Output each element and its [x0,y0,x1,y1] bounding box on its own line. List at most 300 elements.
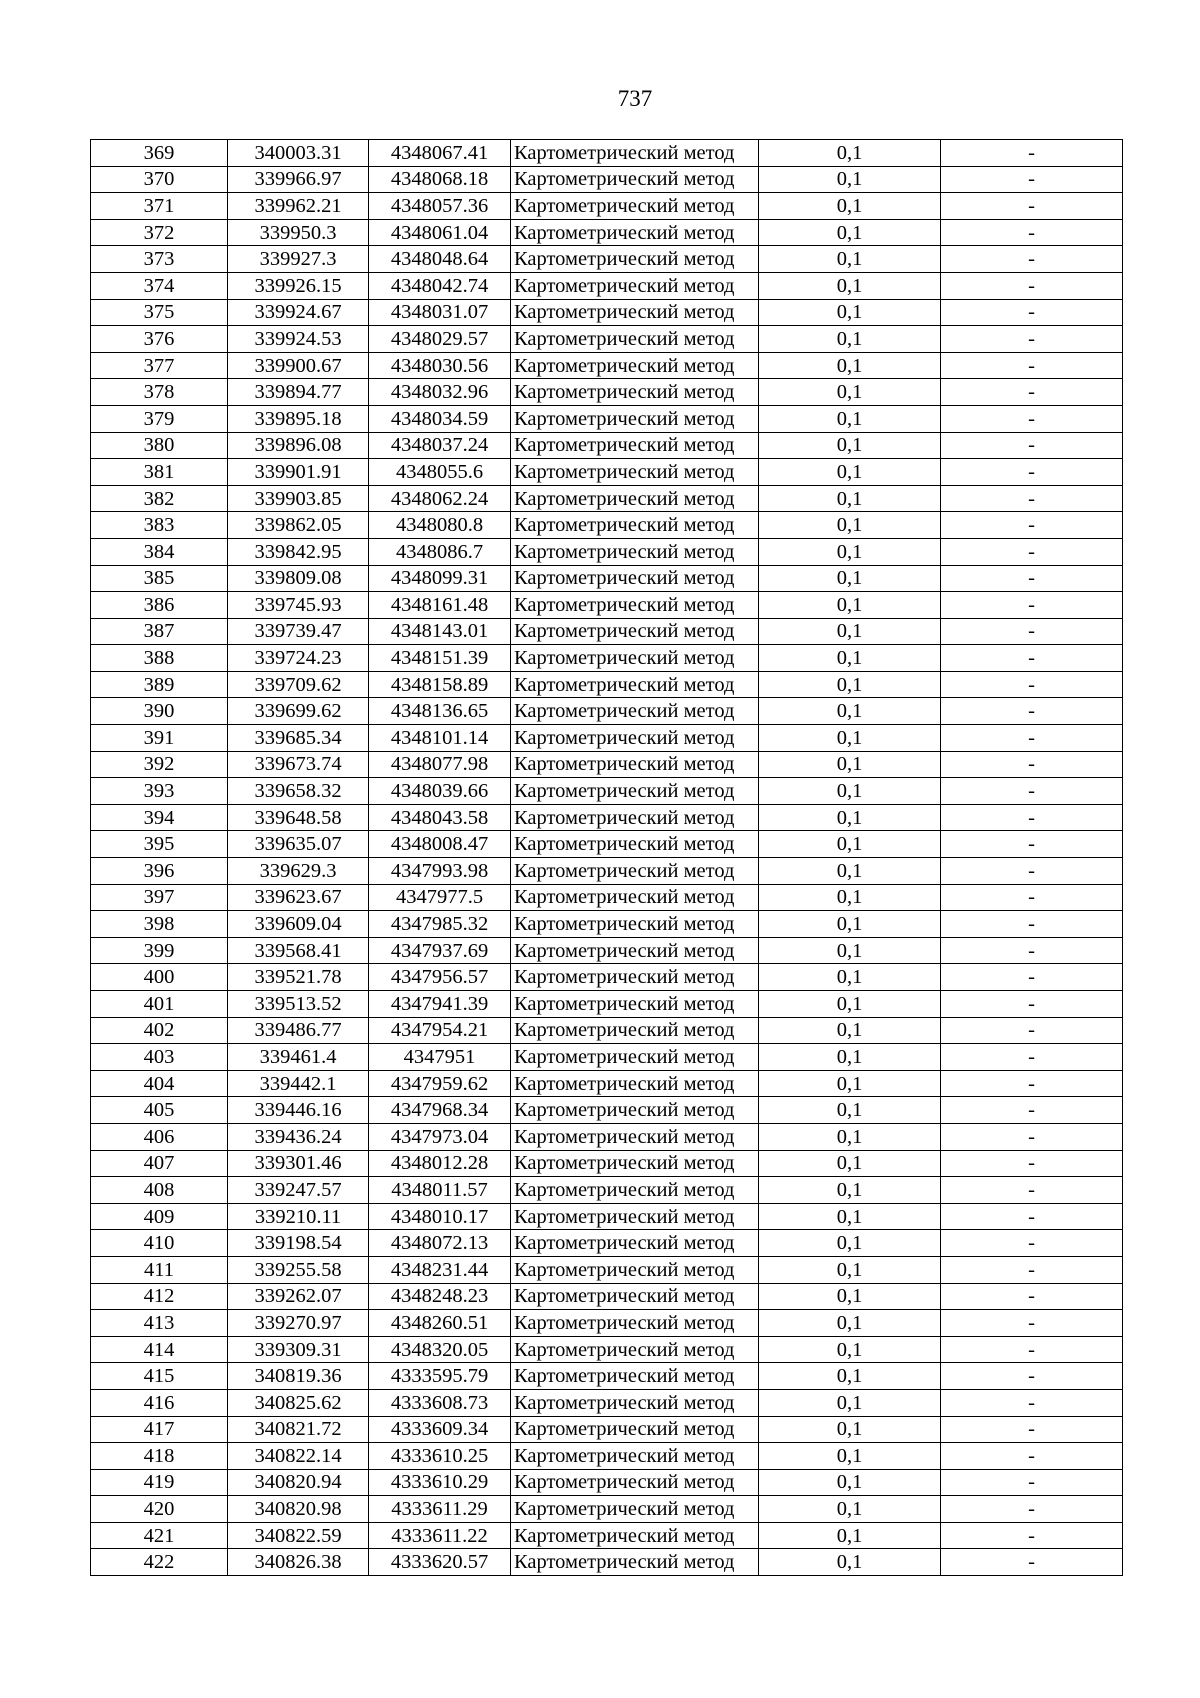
y-coordinate-cell: 4348029.57 [369,326,511,353]
description-cell: - [941,538,1123,565]
x-coordinate-cell: 339950.3 [228,219,369,246]
table-row [91,1044,1123,1071]
accuracy-cell: 0,1 [759,1443,941,1470]
description-cell: - [941,1230,1123,1257]
accuracy-cell: 0,1 [759,1389,941,1416]
point-number-cell: 418 [91,1443,228,1470]
x-coordinate-cell: 339900.67 [228,352,369,379]
accuracy-cell: 0,1 [759,1150,941,1177]
accuracy-cell: 0,1 [759,1363,941,1390]
table-row [91,1230,1123,1257]
x-coordinate-cell: 339673.74 [228,751,369,778]
description-cell: - [941,1336,1123,1363]
x-coordinate-cell: 339685.34 [228,725,369,752]
point-number-cell: 416 [91,1389,228,1416]
description-cell: - [941,1443,1123,1470]
table-row [91,1310,1123,1337]
table-row [91,459,1123,486]
description-cell: - [941,858,1123,885]
point-number-cell: 393 [91,778,228,805]
y-coordinate-cell: 4348048.64 [369,246,511,273]
y-coordinate-cell: 4348260.51 [369,1310,511,1337]
x-coordinate-cell: 340826.38 [228,1549,369,1576]
x-coordinate-cell: 339623.67 [228,884,369,911]
accuracy-cell: 0,1 [759,1044,941,1071]
description-cell: - [941,831,1123,858]
description-cell: - [941,1283,1123,1310]
method-cell: Картометрический метод [511,964,759,991]
y-coordinate-cell: 4348011.57 [369,1177,511,1204]
point-number-cell: 410 [91,1230,228,1257]
table-row [91,671,1123,698]
point-number-cell: 414 [91,1336,228,1363]
accuracy-cell: 0,1 [759,1336,941,1363]
method-cell: Картометрический метод [511,1522,759,1549]
method-cell: Картометрический метод [511,219,759,246]
x-coordinate-cell: 339903.85 [228,485,369,512]
description-cell: - [941,804,1123,831]
accuracy-cell: 0,1 [759,1070,941,1097]
method-cell: Картометрический метод [511,538,759,565]
accuracy-cell: 0,1 [759,1522,941,1549]
x-coordinate-cell: 339513.52 [228,991,369,1018]
description-cell: - [941,911,1123,938]
accuracy-cell: 0,1 [759,698,941,725]
y-coordinate-cell: 4348039.66 [369,778,511,805]
x-coordinate-cell: 339486.77 [228,1017,369,1044]
accuracy-cell: 0,1 [759,1496,941,1523]
description-cell: - [941,140,1123,167]
table-row [91,778,1123,805]
x-coordinate-cell: 339521.78 [228,964,369,991]
y-coordinate-cell: 4333595.79 [369,1363,511,1390]
description-cell: - [941,1097,1123,1124]
accuracy-cell: 0,1 [759,618,941,645]
point-number-cell: 396 [91,858,228,885]
accuracy-cell: 0,1 [759,884,941,911]
y-coordinate-cell: 4333611.22 [369,1522,511,1549]
method-cell: Картометрический метод [511,1177,759,1204]
method-cell: Картометрический метод [511,565,759,592]
method-cell: Картометрический метод [511,937,759,964]
accuracy-cell: 0,1 [759,645,941,672]
table-row [91,485,1123,512]
method-cell: Картометрический метод [511,166,759,193]
description-cell: - [941,645,1123,672]
description-cell: - [941,1310,1123,1337]
table-row [91,725,1123,752]
table-row [91,1097,1123,1124]
y-coordinate-cell: 4348062.24 [369,485,511,512]
table-row [91,884,1123,911]
accuracy-cell: 0,1 [759,485,941,512]
description-cell: - [941,1123,1123,1150]
page-number: 737 [617,86,653,111]
y-coordinate-cell: 4333609.34 [369,1416,511,1443]
table-row [91,1522,1123,1549]
table-row [91,1123,1123,1150]
description-cell: - [941,352,1123,379]
method-cell: Картометрический метод [511,1044,759,1071]
point-number-cell: 406 [91,1123,228,1150]
table-row [91,1256,1123,1283]
table-row [91,352,1123,379]
x-coordinate-cell: 339648.58 [228,804,369,831]
table-row [91,1283,1123,1310]
description-cell: - [941,485,1123,512]
table-row [91,858,1123,885]
point-number-cell: 388 [91,645,228,672]
y-coordinate-cell: 4347973.04 [369,1123,511,1150]
x-coordinate-cell: 339629.3 [228,858,369,885]
description-cell: - [941,326,1123,353]
description-cell: - [941,751,1123,778]
table-row [91,1469,1123,1496]
x-coordinate-cell: 339609.04 [228,911,369,938]
y-coordinate-cell: 4348320.05 [369,1336,511,1363]
point-number-cell: 402 [91,1017,228,1044]
accuracy-cell: 0,1 [759,911,941,938]
y-coordinate-cell: 4348034.59 [369,405,511,432]
method-cell: Картометрический метод [511,1496,759,1523]
point-number-cell: 391 [91,725,228,752]
description-cell: - [941,405,1123,432]
table-row [91,299,1123,326]
x-coordinate-cell: 339635.07 [228,831,369,858]
y-coordinate-cell: 4348043.58 [369,804,511,831]
point-number-cell: 392 [91,751,228,778]
y-coordinate-cell: 4348086.7 [369,538,511,565]
y-coordinate-cell: 4348068.18 [369,166,511,193]
y-coordinate-cell: 4347993.98 [369,858,511,885]
x-coordinate-cell: 339842.95 [228,538,369,565]
x-coordinate-cell: 339255.58 [228,1256,369,1283]
x-coordinate-cell: 339568.41 [228,937,369,964]
table-row [91,432,1123,459]
description-cell: - [941,512,1123,539]
description-cell: - [941,219,1123,246]
point-number-cell: 409 [91,1203,228,1230]
table-row [91,804,1123,831]
x-coordinate-cell: 339894.77 [228,379,369,406]
accuracy-cell: 0,1 [759,1469,941,1496]
table-row [91,1017,1123,1044]
x-coordinate-cell: 339927.3 [228,246,369,273]
point-number-cell: 375 [91,299,228,326]
x-coordinate-cell: 339262.07 [228,1283,369,1310]
y-coordinate-cell: 4348158.89 [369,671,511,698]
table-row [91,1496,1123,1523]
y-coordinate-cell: 4348008.47 [369,831,511,858]
y-coordinate-cell: 4348143.01 [369,618,511,645]
x-coordinate-cell: 339896.08 [228,432,369,459]
description-cell: - [941,272,1123,299]
point-number-cell: 397 [91,884,228,911]
description-cell: - [941,1150,1123,1177]
table-row [91,1070,1123,1097]
x-coordinate-cell: 340821.72 [228,1416,369,1443]
y-coordinate-cell: 4333610.29 [369,1469,511,1496]
method-cell: Картометрический метод [511,352,759,379]
y-coordinate-cell: 4348072.13 [369,1230,511,1257]
table-row [91,831,1123,858]
accuracy-cell: 0,1 [759,246,941,273]
y-coordinate-cell: 4347959.62 [369,1070,511,1097]
table-row [91,272,1123,299]
y-coordinate-cell: 4347968.34 [369,1097,511,1124]
y-coordinate-cell: 4348031.07 [369,299,511,326]
table-row [91,246,1123,273]
x-coordinate-cell: 339198.54 [228,1230,369,1257]
accuracy-cell: 0,1 [759,831,941,858]
y-coordinate-cell: 4347977.5 [369,884,511,911]
accuracy-cell: 0,1 [759,405,941,432]
x-coordinate-cell: 339247.57 [228,1177,369,1204]
point-number-cell: 415 [91,1363,228,1390]
table-row [91,751,1123,778]
description-cell: - [941,193,1123,220]
table-row [91,1150,1123,1177]
accuracy-cell: 0,1 [759,538,941,565]
table-row [91,964,1123,991]
accuracy-cell: 0,1 [759,459,941,486]
description-cell: - [941,1177,1123,1204]
point-number-cell: 411 [91,1256,228,1283]
accuracy-cell: 0,1 [759,1416,941,1443]
method-cell: Картометрический метод [511,193,759,220]
table-row [91,1177,1123,1204]
table-row [91,538,1123,565]
y-coordinate-cell: 4347954.21 [369,1017,511,1044]
x-coordinate-cell: 339709.62 [228,671,369,698]
y-coordinate-cell: 4348042.74 [369,272,511,299]
description-cell: - [941,1522,1123,1549]
description-cell: - [941,1070,1123,1097]
point-number-cell: 413 [91,1310,228,1337]
x-coordinate-cell: 340822.14 [228,1443,369,1470]
point-number-cell: 407 [91,1150,228,1177]
method-cell: Картометрический метод [511,485,759,512]
table-row [91,1389,1123,1416]
method-cell: Картометрический метод [511,459,759,486]
method-cell: Картометрический метод [511,1150,759,1177]
x-coordinate-cell: 339210.11 [228,1203,369,1230]
method-cell: Картометрический метод [511,1389,759,1416]
point-number-cell: 378 [91,379,228,406]
accuracy-cell: 0,1 [759,166,941,193]
point-number-cell: 381 [91,459,228,486]
y-coordinate-cell: 4347937.69 [369,937,511,964]
table-row [91,1549,1123,1576]
x-coordinate-cell: 339924.67 [228,299,369,326]
method-cell: Картометрический метод [511,379,759,406]
y-coordinate-cell: 4333620.57 [369,1549,511,1576]
y-coordinate-cell: 4348248.23 [369,1283,511,1310]
accuracy-cell: 0,1 [759,379,941,406]
y-coordinate-cell: 4347985.32 [369,911,511,938]
method-cell: Картометрический метод [511,140,759,167]
method-cell: Картометрический метод [511,1123,759,1150]
x-coordinate-cell: 339724.23 [228,645,369,672]
description-cell: - [941,1017,1123,1044]
point-number-cell: 403 [91,1044,228,1071]
table-row [91,645,1123,672]
method-cell: Картометрический метод [511,751,759,778]
description-cell: - [941,698,1123,725]
point-number-cell: 394 [91,804,228,831]
x-coordinate-cell: 340825.62 [228,1389,369,1416]
accuracy-cell: 0,1 [759,671,941,698]
accuracy-cell: 0,1 [759,272,941,299]
point-number-cell: 405 [91,1097,228,1124]
accuracy-cell: 0,1 [759,592,941,619]
accuracy-cell: 0,1 [759,1310,941,1337]
method-cell: Картометрический метод [511,671,759,698]
table-row [91,1203,1123,1230]
method-cell: Картометрический метод [511,858,759,885]
point-number-cell: 412 [91,1283,228,1310]
method-cell: Картометрический метод [511,831,759,858]
point-number-cell: 387 [91,618,228,645]
accuracy-cell: 0,1 [759,964,941,991]
table-row [91,937,1123,964]
table-row [91,618,1123,645]
method-cell: Картометрический метод [511,272,759,299]
x-coordinate-cell: 339739.47 [228,618,369,645]
method-cell: Картометрический метод [511,432,759,459]
x-coordinate-cell: 339924.53 [228,326,369,353]
accuracy-cell: 0,1 [759,991,941,1018]
point-number-cell: 370 [91,166,228,193]
point-number-cell: 422 [91,1549,228,1576]
y-coordinate-cell: 4348032.96 [369,379,511,406]
description-cell: - [941,964,1123,991]
y-coordinate-cell: 4348161.48 [369,592,511,619]
method-cell: Картометрический метод [511,1363,759,1390]
point-number-cell: 398 [91,911,228,938]
method-cell: Картометрический метод [511,804,759,831]
accuracy-cell: 0,1 [759,1203,941,1230]
y-coordinate-cell: 4348231.44 [369,1256,511,1283]
description-cell: - [941,1044,1123,1071]
method-cell: Картометрический метод [511,1469,759,1496]
point-number-cell: 377 [91,352,228,379]
accuracy-cell: 0,1 [759,1097,941,1124]
y-coordinate-cell: 4333611.29 [369,1496,511,1523]
method-cell: Картометрический метод [511,725,759,752]
point-number-cell: 421 [91,1522,228,1549]
y-coordinate-cell: 4348061.04 [369,219,511,246]
y-coordinate-cell: 4333610.25 [369,1443,511,1470]
point-number-cell: 408 [91,1177,228,1204]
table-row [91,911,1123,938]
point-number-cell: 417 [91,1416,228,1443]
accuracy-cell: 0,1 [759,219,941,246]
accuracy-cell: 0,1 [759,565,941,592]
table-row [91,379,1123,406]
description-cell: - [941,671,1123,698]
table-row [91,698,1123,725]
method-cell: Картометрический метод [511,1070,759,1097]
x-coordinate-cell: 339301.46 [228,1150,369,1177]
coordinates-table [90,139,1123,1576]
x-coordinate-cell: 340820.94 [228,1469,369,1496]
description-cell: - [941,565,1123,592]
x-coordinate-cell: 340819.36 [228,1363,369,1390]
method-cell: Картометрический метод [511,1443,759,1470]
accuracy-cell: 0,1 [759,937,941,964]
point-number-cell: 376 [91,326,228,353]
x-coordinate-cell: 340820.98 [228,1496,369,1523]
accuracy-cell: 0,1 [759,1123,941,1150]
method-cell: Картометрический метод [511,1097,759,1124]
method-cell: Картометрический метод [511,246,759,273]
x-coordinate-cell: 339461.4 [228,1044,369,1071]
y-coordinate-cell: 4348037.24 [369,432,511,459]
y-coordinate-cell: 4348055.6 [369,459,511,486]
x-coordinate-cell: 340003.31 [228,140,369,167]
point-number-cell: 395 [91,831,228,858]
x-coordinate-cell: 339309.31 [228,1336,369,1363]
x-coordinate-cell: 339270.97 [228,1310,369,1337]
method-cell: Картометрический метод [511,1549,759,1576]
table-row [91,512,1123,539]
description-cell: - [941,991,1123,1018]
point-number-cell: 372 [91,219,228,246]
method-cell: Картометрический метод [511,991,759,1018]
point-number-cell: 386 [91,592,228,619]
method-cell: Картометрический метод [511,1256,759,1283]
point-number-cell: 369 [91,140,228,167]
method-cell: Картометрический метод [511,1203,759,1230]
point-number-cell: 419 [91,1469,228,1496]
accuracy-cell: 0,1 [759,1230,941,1257]
point-number-cell: 379 [91,405,228,432]
y-coordinate-cell: 4348010.17 [369,1203,511,1230]
y-coordinate-cell: 4348030.56 [369,352,511,379]
table-row [91,405,1123,432]
point-number-cell: 383 [91,512,228,539]
table-row [91,1363,1123,1390]
description-cell: - [941,618,1123,645]
y-coordinate-cell: 4347956.57 [369,964,511,991]
x-coordinate-cell: 339436.24 [228,1123,369,1150]
accuracy-cell: 0,1 [759,1177,941,1204]
method-cell: Картометрический метод [511,1017,759,1044]
description-cell: - [941,459,1123,486]
method-cell: Картометрический метод [511,698,759,725]
x-coordinate-cell: 339745.93 [228,592,369,619]
description-cell: - [941,432,1123,459]
point-number-cell: 404 [91,1070,228,1097]
method-cell: Картометрический метод [511,1416,759,1443]
y-coordinate-cell: 4347941.39 [369,991,511,1018]
point-number-cell: 390 [91,698,228,725]
description-cell: - [941,1363,1123,1390]
accuracy-cell: 0,1 [759,1017,941,1044]
description-cell: - [941,246,1123,273]
accuracy-cell: 0,1 [759,299,941,326]
accuracy-cell: 0,1 [759,140,941,167]
method-cell: Картометрический метод [511,405,759,432]
accuracy-cell: 0,1 [759,512,941,539]
description-cell: - [941,1416,1123,1443]
description-cell: - [941,592,1123,619]
description-cell: - [941,299,1123,326]
point-number-cell: 374 [91,272,228,299]
y-coordinate-cell: 4348067.41 [369,140,511,167]
method-cell: Картометрический метод [511,1230,759,1257]
